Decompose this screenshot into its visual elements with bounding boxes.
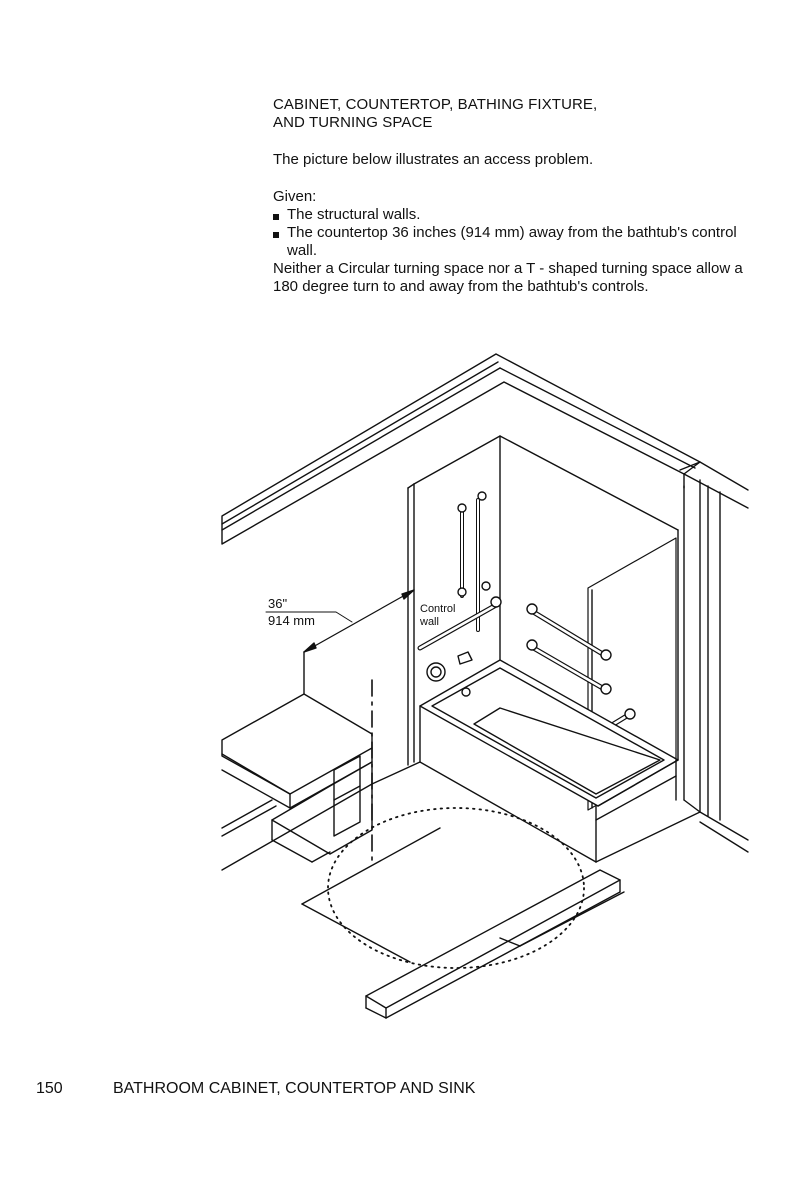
page-number: 150 [36,1080,63,1097]
dimension-inch-label: 36" [268,596,288,611]
dimension-mm-label: 914 mm [268,613,315,628]
ceiling-beams [222,354,748,544]
heading-line-1: CABINET, COUNTERTOP, BATHING FIXTURE, [273,96,598,113]
control-wall-label-1: Control [420,603,456,615]
heading-line-2: AND TURNING SPACE [273,114,433,131]
control-wall-label-2: wall [420,616,439,628]
given-item-text: The countertop 36 inches (914 mm) away from the bathtub's control wall. [287,224,737,259]
tub-controls [427,652,472,681]
given-conclusion: Neither a Circular turning space nor a T - shaped turning space allow a 180 degree turn to and away from the bathtub's controls. [273,260,743,295]
control-wall-callout [419,603,455,628]
intro-text: The picture below illustrates an access problem. [273,151,594,168]
section-title: BATHROOM CABINET, COUNTERTOP AND SINK [113,1080,476,1097]
given-item-text: The structural walls. [287,206,421,223]
dimension-36-inch [266,590,414,652]
countertop-cabinet [222,652,372,870]
given-label: Given: [273,188,317,205]
